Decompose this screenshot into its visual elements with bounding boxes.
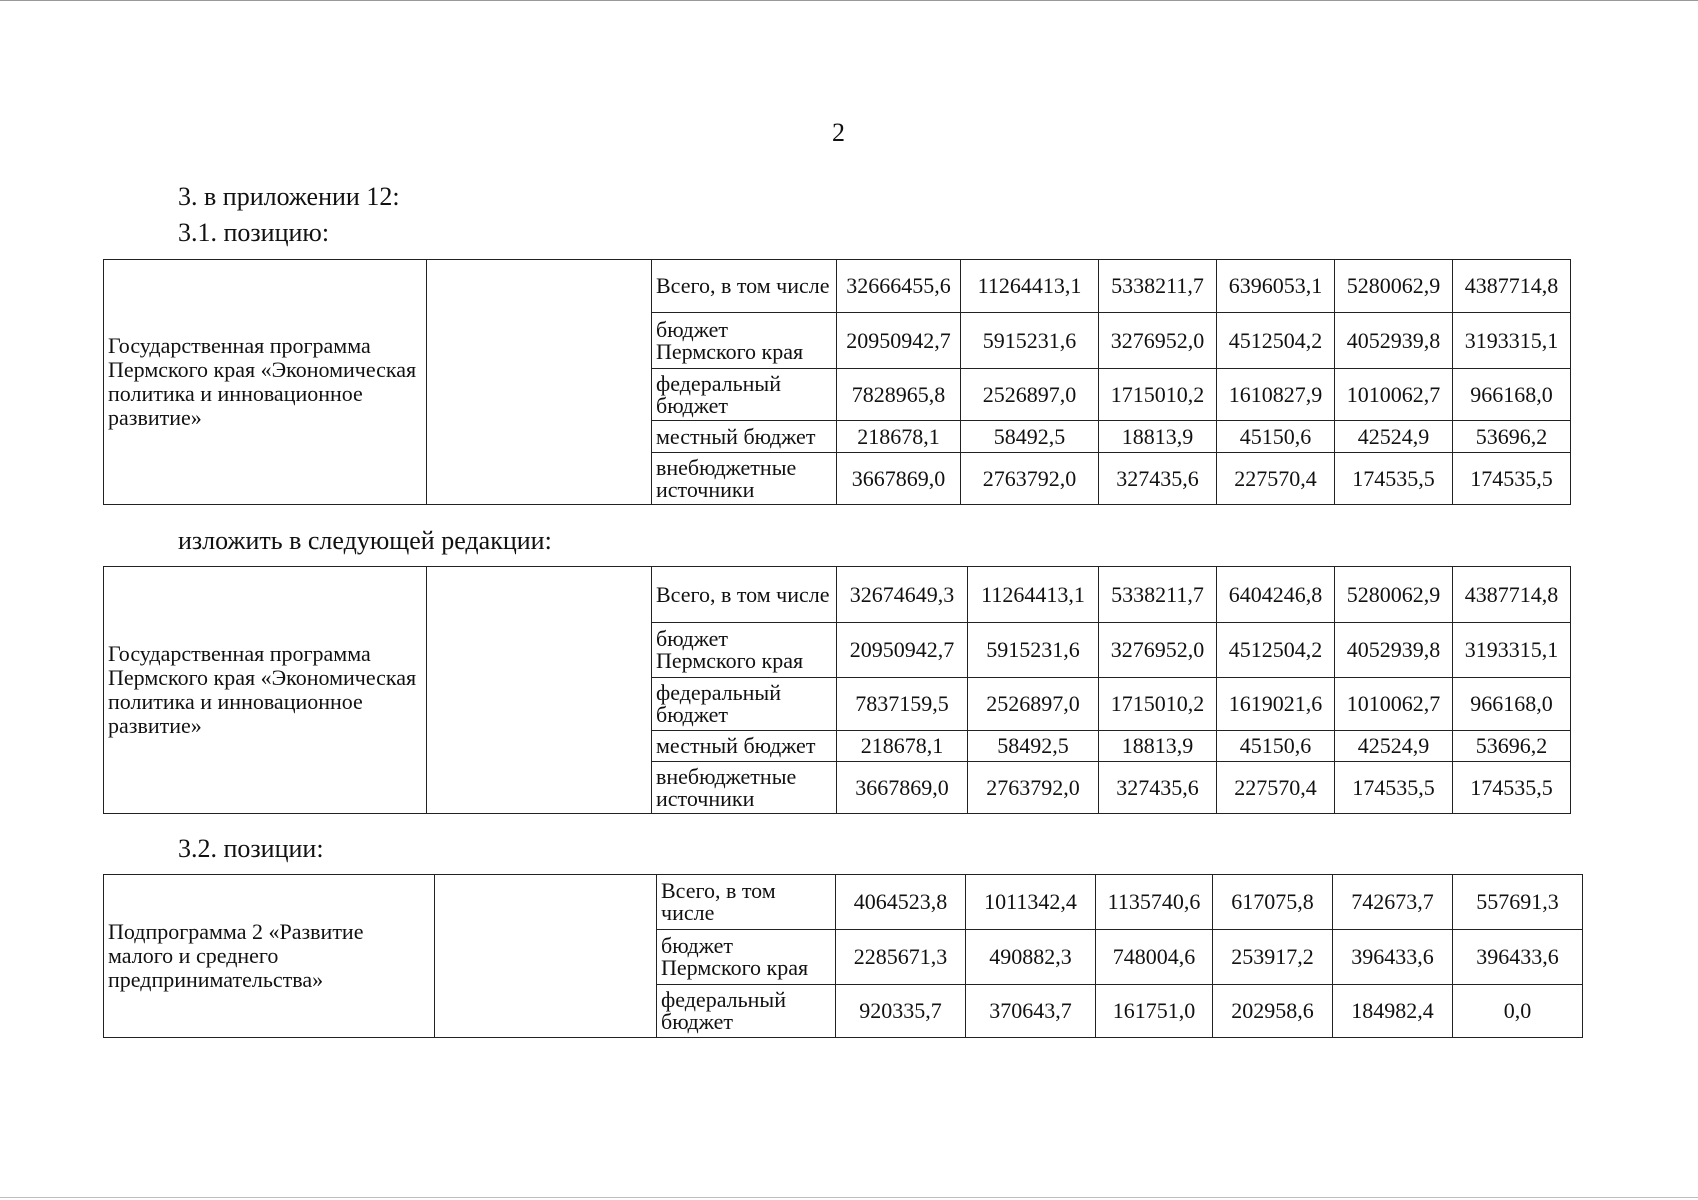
paragraph-item-3: 3. в приложении 12: (178, 182, 400, 211)
value-cell: 1011342,4 (966, 875, 1096, 930)
program-name-cell: Подпрограмма 2 «Развитие малого и среднего предпринимательства» (104, 875, 435, 1038)
value-cell: 370643,7 (966, 985, 1096, 1038)
value-cell: 45150,6 (1217, 421, 1335, 453)
value-cell: 202958,6 (1213, 985, 1333, 1038)
value-cell: 5338211,7 (1099, 260, 1217, 313)
value-cell: 4052939,8 (1335, 623, 1453, 678)
value-cell: 32674649,3 (837, 567, 968, 623)
value-cell: 3193315,1 (1453, 623, 1571, 678)
value-cell: 1715010,2 (1099, 678, 1217, 731)
value-cell: 4512504,2 (1217, 313, 1335, 369)
value-cell: 490882,3 (966, 930, 1096, 985)
value-cell: 227570,4 (1217, 762, 1335, 814)
source-label: внебюджетные источники (652, 453, 837, 505)
value-cell: 557691,3 (1453, 875, 1583, 930)
value-cell: 5915231,6 (968, 623, 1099, 678)
scan-top-line (0, 0, 1698, 1)
source-label: бюджет Пермского края (652, 623, 837, 678)
source-label: местный бюджет (652, 731, 837, 762)
value-cell: 1715010,2 (1099, 369, 1217, 421)
value-cell: 18813,9 (1099, 731, 1217, 762)
program-name-cell: Государственная программа Пермского края «Экономическая политика и инновационное развитие» (104, 567, 427, 814)
empty-cell (427, 260, 652, 505)
value-cell: 1619021,6 (1217, 678, 1335, 731)
value-cell: 4064523,8 (836, 875, 966, 930)
empty-cell (435, 875, 657, 1038)
value-cell: 218678,1 (837, 731, 968, 762)
value-cell: 6404246,8 (1217, 567, 1335, 623)
empty-cell (427, 567, 652, 814)
value-cell: 161751,0 (1096, 985, 1213, 1038)
paragraph-item-3-1: 3.1. позицию: (178, 218, 330, 247)
value-cell: 966168,0 (1453, 369, 1571, 421)
value-cell: 3276952,0 (1099, 623, 1217, 678)
budget-table-subprogram (103, 874, 1583, 1038)
value-cell: 3193315,1 (1453, 313, 1571, 369)
value-cell: 2526897,0 (961, 369, 1099, 421)
value-cell: 3667869,0 (837, 762, 968, 814)
value-cell: 174535,5 (1453, 762, 1571, 814)
value-cell: 174535,5 (1335, 453, 1453, 505)
value-cell: 1010062,7 (1335, 678, 1453, 731)
source-label: федеральный бюджет (657, 985, 836, 1038)
source-label: Всего, в том числе (657, 875, 836, 930)
value-cell: 20950942,7 (837, 623, 968, 678)
budget-table-revised (103, 566, 1571, 814)
paragraph-item-3-2: 3.2. позиции: (178, 834, 324, 863)
value-cell: 966168,0 (1453, 678, 1571, 731)
value-cell: 3667869,0 (837, 453, 961, 505)
value-cell: 742673,7 (1333, 875, 1453, 930)
value-cell: 2763792,0 (968, 762, 1099, 814)
value-cell: 0,0 (1453, 985, 1583, 1038)
source-label: федеральный бюджет (652, 678, 837, 731)
value-cell: 5915231,6 (961, 313, 1099, 369)
value-cell: 617075,8 (1213, 875, 1333, 930)
value-cell: 7837159,5 (837, 678, 968, 731)
value-cell: 1610827,9 (1217, 369, 1335, 421)
value-cell: 327435,6 (1099, 762, 1217, 814)
value-cell: 174535,5 (1453, 453, 1571, 505)
source-label: Всего, в том числе (652, 260, 837, 313)
value-cell: 4512504,2 (1217, 623, 1335, 678)
value-cell: 2526897,0 (968, 678, 1099, 731)
value-cell: 4387714,8 (1453, 260, 1571, 313)
source-label: федеральный бюджет (652, 369, 837, 421)
budget-table-original (103, 259, 1571, 505)
value-cell: 184982,4 (1333, 985, 1453, 1038)
value-cell: 58492,5 (961, 421, 1099, 453)
value-cell: 53696,2 (1453, 731, 1571, 762)
value-cell: 45150,6 (1217, 731, 1335, 762)
value-cell: 253917,2 (1213, 930, 1333, 985)
value-cell: 174535,5 (1335, 762, 1453, 814)
page-number: 2 (832, 118, 845, 147)
source-label: бюджет Пермского края (652, 313, 837, 369)
value-cell: 1135740,6 (1096, 875, 1213, 930)
value-cell: 218678,1 (837, 421, 961, 453)
value-cell: 227570,4 (1217, 453, 1335, 505)
value-cell: 1010062,7 (1335, 369, 1453, 421)
source-label: местный бюджет (652, 421, 837, 453)
value-cell: 327435,6 (1099, 453, 1217, 505)
value-cell: 42524,9 (1335, 421, 1453, 453)
value-cell: 7828965,8 (837, 369, 961, 421)
value-cell: 5338211,7 (1099, 567, 1217, 623)
paragraph-replace: изложить в следующей редакции: (178, 526, 552, 555)
value-cell: 53696,2 (1453, 421, 1571, 453)
program-name-cell: Государственная программа Пермского края «Экономическая политика и инновационное развитие» (104, 260, 427, 505)
value-cell: 396433,6 (1453, 930, 1583, 985)
value-cell: 920335,7 (836, 985, 966, 1038)
value-cell: 11264413,1 (961, 260, 1099, 313)
source-label: бюджет Пермского края (657, 930, 836, 985)
value-cell: 6396053,1 (1217, 260, 1335, 313)
value-cell: 18813,9 (1099, 421, 1217, 453)
value-cell: 748004,6 (1096, 930, 1213, 985)
scan-bottom-marks (0, 1197, 1698, 1198)
value-cell: 4387714,8 (1453, 567, 1571, 623)
value-cell: 5280062,9 (1335, 567, 1453, 623)
value-cell: 58492,5 (968, 731, 1099, 762)
value-cell: 396433,6 (1333, 930, 1453, 985)
value-cell: 3276952,0 (1099, 313, 1217, 369)
source-label: Всего, в том числе (652, 567, 837, 623)
value-cell: 42524,9 (1335, 731, 1453, 762)
value-cell: 20950942,7 (837, 313, 961, 369)
source-label: внебюджетные источники (652, 762, 837, 814)
value-cell: 32666455,6 (837, 260, 961, 313)
value-cell: 2763792,0 (961, 453, 1099, 505)
value-cell: 5280062,9 (1335, 260, 1453, 313)
value-cell: 4052939,8 (1335, 313, 1453, 369)
value-cell: 11264413,1 (968, 567, 1099, 623)
value-cell: 2285671,3 (836, 930, 966, 985)
